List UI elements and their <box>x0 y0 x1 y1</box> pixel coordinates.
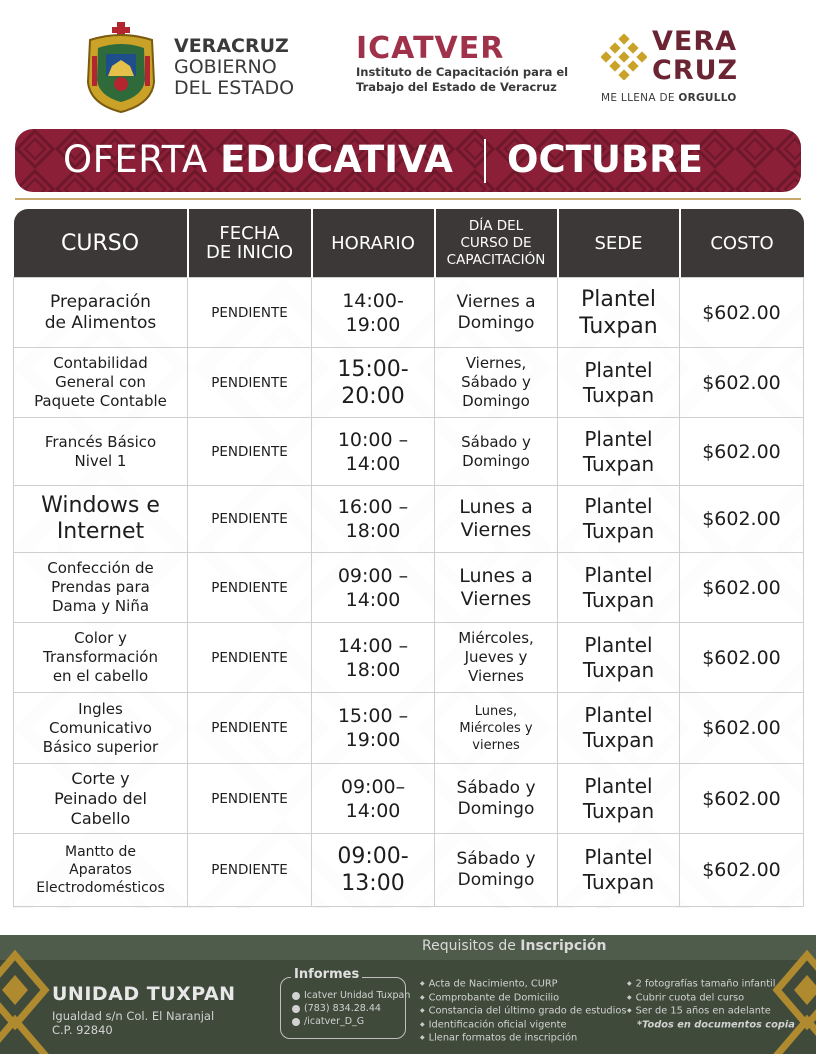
cell-dia <box>435 764 558 834</box>
cell-sede <box>558 418 680 486</box>
table-row <box>14 278 804 348</box>
cell-sede <box>558 834 680 907</box>
requirements-title-bold: Inscripción <box>520 938 607 954</box>
slogan-bold: ORGULLO <box>678 92 737 104</box>
cell-horario <box>312 834 435 907</box>
cell-curso-line: Aparatos <box>69 862 132 878</box>
requirements-list-left <box>420 977 626 1045</box>
cell-sede-line: Tuxpan <box>582 382 655 407</box>
cell-sede <box>558 348 680 418</box>
cell-horario-line: 14:00 <box>345 799 401 822</box>
cell-horario-line: 09:00 – <box>337 564 409 587</box>
header-horario-label: HORARIO <box>331 232 415 254</box>
cell-horario-line: 16:00 – <box>337 496 409 518</box>
banner-divider <box>484 139 486 183</box>
informes-phone[interactable] <box>292 1002 410 1015</box>
cell-sede <box>558 278 680 348</box>
cell-dia-line: Domingo <box>462 392 530 410</box>
icatver-logo <box>356 33 568 95</box>
cell-sede-line: Plantel <box>584 426 653 451</box>
cell-dia <box>435 486 558 553</box>
cell-costo: $602.00 <box>680 623 804 693</box>
cell-dia-line: Lunes a <box>459 564 533 587</box>
cell-dia <box>435 693 558 764</box>
cell-curso-line: Peinado del <box>54 788 147 808</box>
cell-sede-line: Tuxpan <box>582 587 655 612</box>
cell-horario-line: 09:00– <box>340 775 406 798</box>
cell-curso-line: Electrodomésticos <box>36 880 165 896</box>
cell-sede <box>558 693 680 764</box>
cell-sede-line: Plantel <box>584 494 653 518</box>
header-fecha <box>188 209 312 278</box>
footer-requirements-bar <box>0 935 816 960</box>
address-line-1: Igualdad s/n Col. El Naranjal <box>52 1009 215 1023</box>
gov-line-2: GOBIERNO <box>174 56 277 78</box>
icatver-subtitle-line-1: Instituto de Capacitación para el <box>356 65 569 79</box>
header-dia <box>435 209 558 278</box>
table-row <box>14 418 804 486</box>
cell-horario-line: 13:00 <box>341 871 405 896</box>
cell-curso <box>14 418 188 486</box>
cell-fecha: PENDIENTE <box>188 623 312 693</box>
title-banner <box>15 129 801 192</box>
cell-fecha: PENDIENTE <box>188 278 312 348</box>
informes-phone-text: (783) 834.28.44 <box>304 1003 381 1014</box>
cell-curso-line: Mantto de <box>64 844 137 860</box>
table-header-row <box>14 209 804 278</box>
cell-curso-line: Corte y <box>71 768 130 788</box>
cell-costo: $602.00 <box>680 764 804 834</box>
cell-dia-line: Domingo <box>457 798 535 819</box>
informes-facebook[interactable] <box>292 989 410 1002</box>
banner-title <box>63 138 453 182</box>
cell-curso-line: Preparación <box>50 291 151 312</box>
cell-horario <box>312 623 435 693</box>
cell-horario-line: 14:00- <box>342 289 404 312</box>
cell-sede-line: Plantel <box>584 845 653 869</box>
cell-horario-line: 10:00 – <box>337 428 409 451</box>
cell-curso-line: en el cabello <box>52 667 149 685</box>
cell-curso-line: Francés Básico <box>44 432 157 451</box>
cell-costo: $602.00 <box>680 486 804 553</box>
cell-horario <box>312 764 435 834</box>
cell-curso-line: Cabello <box>70 808 131 828</box>
cell-dia-line: Domingo <box>457 312 535 333</box>
cell-horario-line: 19:00 <box>345 313 401 336</box>
cell-sede-line: Tuxpan <box>582 798 655 823</box>
cell-fecha: PENDIENTE <box>188 486 312 553</box>
cell-sede-line: Tuxpan <box>582 519 655 543</box>
cell-sede <box>558 764 680 834</box>
requirement-item: ◆ Identificación oficial vigente <box>420 1018 626 1032</box>
cell-fecha: PENDIENTE <box>188 693 312 764</box>
icatver-title: ICATVER <box>356 31 505 66</box>
cell-curso-line: Prendas para <box>51 578 150 596</box>
cell-dia-line: Viernes, <box>465 354 527 372</box>
cell-dia-line: Jueves y <box>464 648 528 666</box>
header-dia-line-3: CAPACITACIÓN <box>446 251 546 268</box>
requirement-item: ◆ Llenar formatos de inscripción <box>420 1031 626 1045</box>
cell-curso <box>14 834 188 907</box>
header-dia-line-2: CURSO DE <box>460 234 532 251</box>
cell-curso-line: Internet <box>56 519 145 544</box>
cell-dia-line: viernes <box>472 737 520 753</box>
cell-curso-line: Windows e <box>41 493 160 518</box>
cell-dia <box>435 834 558 907</box>
cell-costo: $602.00 <box>680 834 804 907</box>
cell-dia-line: Sábado y <box>461 432 531 451</box>
cell-horario-line: 15:00- <box>337 356 409 382</box>
cell-curso-line: Confección de <box>47 559 154 577</box>
header-sede <box>558 209 680 278</box>
banner-title-bold: EDUCATIVA <box>220 138 453 181</box>
cell-dia-line: Domingo <box>462 451 530 470</box>
header-costo-label: COSTO <box>710 232 774 254</box>
requirement-item: ◆ Ser de 15 años en adelante <box>627 1004 795 1018</box>
cell-dia <box>435 623 558 693</box>
cell-costo: $602.00 <box>680 693 804 764</box>
cell-fecha: PENDIENTE <box>188 764 312 834</box>
cell-sede-line: Plantel <box>584 773 653 798</box>
icatver-subtitle-line-2: Trabajo del Estado de Veracruz <box>356 80 557 94</box>
cell-sede-line: Tuxpan <box>582 870 655 894</box>
cell-dia <box>435 348 558 418</box>
cell-curso-line: Ingles <box>78 699 123 718</box>
table-row <box>14 553 804 623</box>
veracruz-knot-icon <box>601 34 647 80</box>
requirements-note: *Todos en documentos copia <box>637 1019 795 1030</box>
table-row <box>14 348 804 418</box>
cell-sede <box>558 486 680 553</box>
header-fecha-line-1: FECHA <box>219 223 280 244</box>
course-table-wrapper <box>13 209 803 907</box>
cell-costo: $602.00 <box>680 348 804 418</box>
requirement-item: ◆ 2 fotografías tamaño infantil <box>627 977 795 991</box>
cell-sede-line: Plantel <box>584 632 653 657</box>
veracruz-slogan <box>601 92 737 104</box>
cell-dia-line: Sábado y <box>461 373 531 391</box>
cell-horario-line: 15:00 – <box>337 705 409 727</box>
table-row <box>14 623 804 693</box>
cell-fecha: PENDIENTE <box>188 553 312 623</box>
slogan-prefix: ME LLENA DE <box>601 92 679 104</box>
cell-horario <box>312 348 435 418</box>
informes-facebook-text: Icatver Unidad Tuxpan <box>304 990 411 1001</box>
cell-horario <box>312 553 435 623</box>
cell-curso-line: Color y <box>74 629 127 647</box>
page-footer <box>0 935 816 1054</box>
cell-horario <box>312 693 435 764</box>
veracruz-line-1: VERA <box>652 26 738 57</box>
cell-sede-line: Plantel <box>584 703 653 727</box>
cell-dia-line: Viernes a <box>456 291 536 312</box>
cell-curso <box>14 278 188 348</box>
phone-icon <box>292 1005 300 1013</box>
table-row <box>14 764 804 834</box>
cell-costo: $602.00 <box>680 278 804 348</box>
table-row <box>14 486 804 553</box>
cell-dia <box>435 418 558 486</box>
twitter-icon <box>292 1018 300 1026</box>
cell-curso <box>14 486 188 553</box>
cell-curso <box>14 693 188 764</box>
cell-fecha: PENDIENTE <box>188 418 312 486</box>
cell-dia-line: Miércoles, <box>458 629 534 647</box>
table-row <box>14 834 804 907</box>
table-row <box>14 693 804 764</box>
cell-dia-line: Lunes, <box>474 703 518 719</box>
footer-pattern-left <box>0 945 50 1054</box>
cell-sede-line: Tuxpan <box>582 728 655 752</box>
cell-horario <box>312 486 435 553</box>
informes-title: Informes <box>291 967 362 982</box>
requirements-title-prefix: Requisitos de <box>422 938 521 954</box>
cell-curso-line: Contabilidad <box>53 354 148 372</box>
cell-dia-line: Miércoles y <box>459 720 533 736</box>
cell-horario-line: 19:00 <box>345 729 401 751</box>
cell-sede-line: Tuxpan <box>579 313 658 339</box>
cell-horario-line: 14:00 <box>345 452 401 475</box>
informes-list <box>292 989 410 1028</box>
veracruz-brand-text <box>652 27 738 85</box>
cell-costo: $602.00 <box>680 553 804 623</box>
cell-dia-line: Viernes <box>460 587 532 610</box>
requirement-item: ◆ Comprobante de Domicilio <box>420 991 626 1005</box>
cell-horario <box>312 418 435 486</box>
cell-curso <box>14 348 188 418</box>
cell-sede-line: Plantel <box>584 562 653 587</box>
cell-curso <box>14 553 188 623</box>
requirement-item: ◆ Acta de Nacimiento, CURP <box>420 977 626 991</box>
requirement-item: ◆ Cubrir cuota del curso <box>627 991 795 1005</box>
cell-sede-line: Plantel <box>584 357 653 382</box>
cell-curso-line: Nivel 1 <box>74 451 127 470</box>
veracruz-line-2: CRUZ <box>652 55 739 86</box>
table-body <box>14 278 804 907</box>
cell-costo: $602.00 <box>680 418 804 486</box>
cell-curso-line: Básico superior <box>42 737 159 756</box>
cell-dia-line: Viernes <box>468 667 524 685</box>
header-costo <box>680 209 804 278</box>
banner-month: OCTUBRE <box>507 138 703 181</box>
header-fecha-line-2: DE INICIO <box>205 242 294 263</box>
gold-divider <box>15 198 801 200</box>
page-header <box>0 0 816 125</box>
gov-line-3: DEL ESTADO <box>174 77 295 99</box>
cell-horario <box>312 278 435 348</box>
cell-dia-line: Viernes <box>460 519 532 541</box>
unidad-address <box>52 1009 214 1037</box>
cell-sede-line: Plantel <box>580 286 657 312</box>
cell-sede <box>558 623 680 693</box>
cell-curso <box>14 623 188 693</box>
address-line-2: C.P. 92840 <box>52 1023 113 1037</box>
header-sede-label: SEDE <box>594 232 643 254</box>
gov-line-1: VERACRUZ <box>174 35 289 57</box>
banner-title-thin: OFERTA <box>63 138 221 181</box>
veracruz-seal-icon <box>84 22 158 114</box>
header-horario <box>312 209 435 278</box>
cell-horario-line: 18:00 <box>345 658 401 681</box>
cell-horario-line: 20:00 <box>341 383 405 409</box>
header-dia-line-1: DÍA DEL <box>468 217 524 234</box>
cell-curso-line: Comunicativo <box>49 718 152 737</box>
requirements-list-right <box>627 977 795 1031</box>
cell-dia <box>435 553 558 623</box>
cell-curso-line: Paquete Contable <box>34 392 167 410</box>
state-government-logo-text <box>174 36 294 99</box>
informes-twitter[interactable] <box>292 1015 410 1028</box>
course-table <box>13 209 804 907</box>
requirement-item: ◆ Constancia del último grado de estudios <box>420 1004 626 1018</box>
cell-fecha: PENDIENTE <box>188 348 312 418</box>
cell-sede <box>558 553 680 623</box>
cell-curso-line: Transformación <box>43 648 158 666</box>
cell-dia-line: Sábado y <box>456 849 536 869</box>
informes-twitter-text: /icatver_D_G <box>304 1016 365 1027</box>
cell-dia-line: Sábado y <box>456 777 536 798</box>
cell-curso <box>14 764 188 834</box>
cell-horario-line: 09:00- <box>337 844 409 869</box>
header-curso-label: CURSO <box>60 230 140 256</box>
cell-dia-line: Lunes a <box>459 496 533 518</box>
requirements-title <box>422 938 607 954</box>
cell-curso-line: Dama y Niña <box>51 597 150 615</box>
cell-dia <box>435 278 558 348</box>
cell-horario-line: 18:00 <box>345 520 401 542</box>
facebook-icon <box>292 992 300 1000</box>
cell-curso-line: General con <box>55 373 146 391</box>
cell-sede-line: Tuxpan <box>582 657 655 682</box>
cell-horario-line: 14:00 – <box>337 634 409 657</box>
icatver-subtitle <box>356 65 568 95</box>
cell-curso-line: de Alimentos <box>44 312 157 333</box>
cell-sede-line: Tuxpan <box>582 451 655 476</box>
cell-fecha: PENDIENTE <box>188 834 312 907</box>
cell-dia-line: Domingo <box>457 870 535 890</box>
unidad-name: UNIDAD TUXPAN <box>52 983 236 1005</box>
cell-horario-line: 14:00 <box>345 588 401 611</box>
header-curso <box>14 209 188 278</box>
